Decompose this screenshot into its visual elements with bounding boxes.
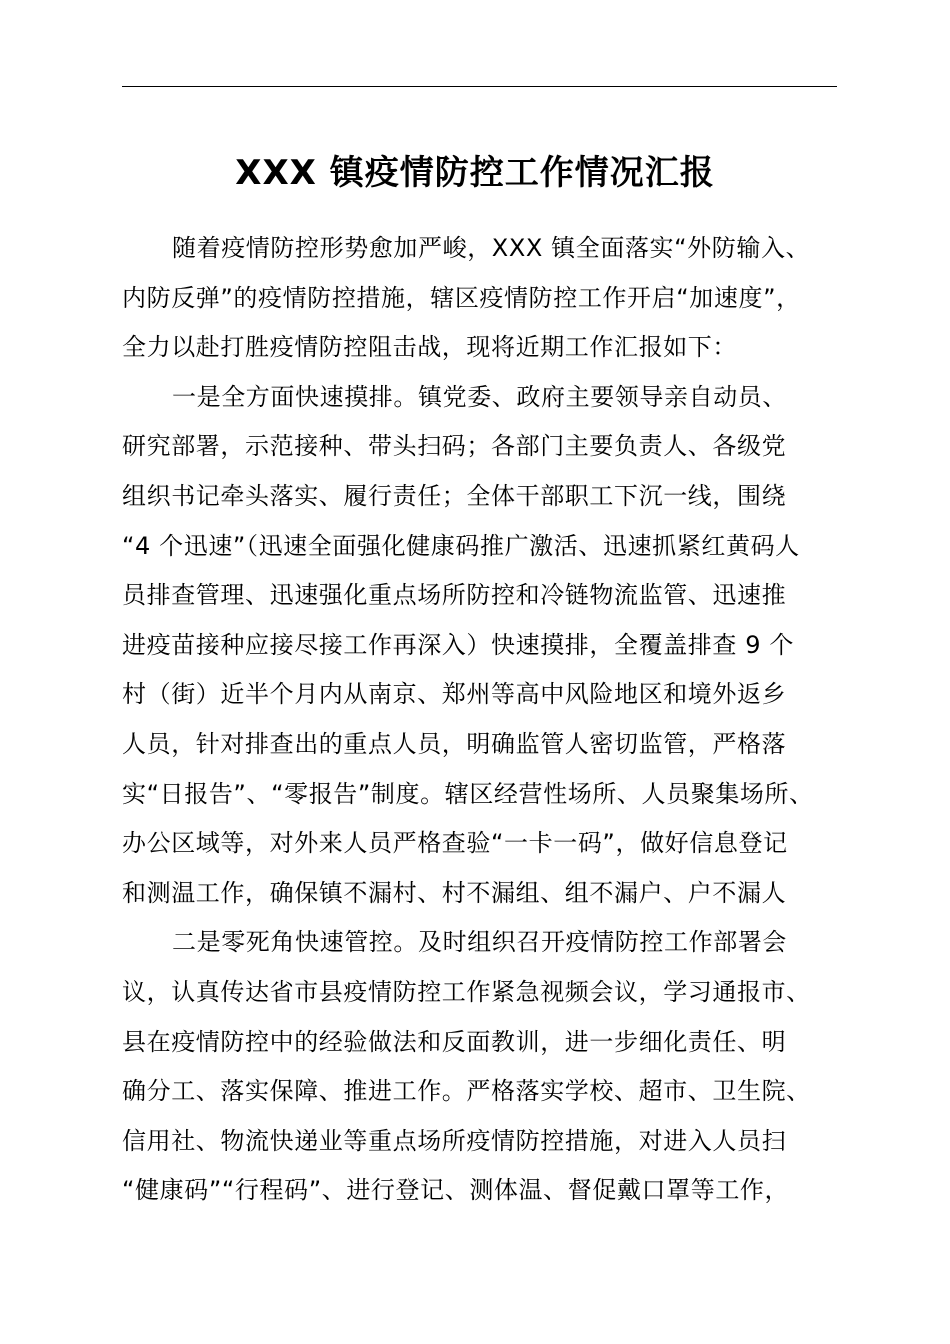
paragraph-investigation [122,373,842,919]
header-rule [122,86,837,87]
text-line: 组织书记牵头落实、履行责任；全体干部职工下沉一线，围绕 [122,481,787,510]
text-line: 随着疫情防控形势愈加严峻，XXX 镇全面落实“外防输入、 [172,234,811,262]
text-line: 人员，针对排查出的重点人员，明确监管人密切监管，严格落 [122,729,787,758]
text-line: 确分工、落实保障、推进工作。严格落实学校、超市、卫生院、 [122,1077,811,1106]
text-line: 村（街）近半个月内从南京、郑州等高中风险地区和境外返乡 [122,680,787,709]
text-line: 议，认真传达省市县疫情防控工作紧急视频会议，学习通报市、 [122,977,811,1006]
text-line: 县在疫情防控中的经验做法和反面教训，进一步细化责任、明 [122,1027,787,1056]
text-line: 和测温工作，确保镇不漏村、村不漏组、组不漏户、户不漏人 [122,878,787,907]
text-line: 全力以赴打胜疫情防控阻击战，现将近期工作汇报如下： [122,333,737,362]
text-line: 进疫苗接种应接尽接工作再深入）快速摸排，全覆盖排查 9 个 [122,630,794,659]
text-line: 实“日报告”、“零报告”制度。辖区经营性场所、人员聚集场所、 [122,779,814,808]
document-body [122,224,842,1216]
text-line: 员排查管理、迅速强化重点场所防控和冷链物流监管、迅速推 [122,581,787,610]
paragraph-intro [122,224,842,373]
text-line: 研究部署，示范接种、带头扫码；各部门主要负责人、各级党 [122,432,787,461]
text-line: 内防反弹”的疫情防控措施，辖区疫情防控工作开启“加速度”， [122,283,801,312]
text-line: 办公区域等，对外来人员严格查验“一卡一码”，做好信息登记 [122,829,788,858]
text-line: “健康码”“行程码”、进行登记、测体温、督促戴口罩等工作， [122,1176,790,1205]
text-line: 二是零死角快速管控。及时组织召开疫情防控工作部署会 [172,928,787,957]
paragraph-control [122,918,842,1216]
text-line: 信用社、物流快递业等重点场所疫情防控措施，对进入人员扫 [122,1126,787,1155]
text-line: 一是全方面快速摸排。镇党委、政府主要领导亲自动员、 [172,382,787,411]
document-title: XXX 镇疫情防控工作情况汇报 [235,153,715,193]
text-line: “4 个迅速”（迅速全面强化健康码推广激活、迅速抓紧红黄码人 [122,531,800,560]
